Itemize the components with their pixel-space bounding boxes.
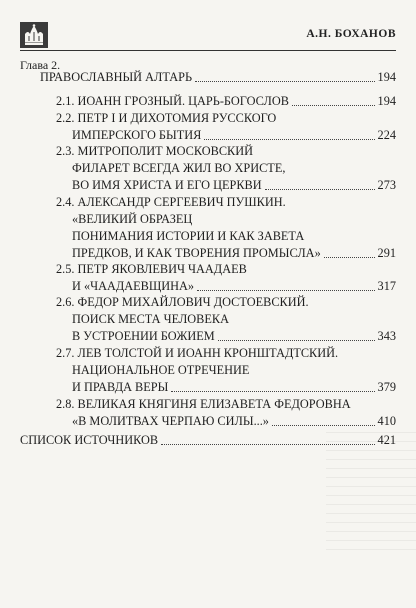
header-rule: [20, 50, 396, 51]
toc-entry-title-line: 2.3. МИТРОПОЛИТ МОСКОВСКИЙ: [56, 144, 253, 158]
toc-entry-title-line: 2.7. ЛЕВ ТОЛСТОЙ И ИОАНН КРОНШТАДТСКИЙ.: [56, 346, 339, 360]
toc-entry-title-line: «ВЕЛИКИЙ ОБРАЗЕЦ: [72, 212, 193, 226]
dot-leader: [272, 425, 375, 426]
toc-entry: [56, 345, 396, 396]
toc-entry: [56, 93, 396, 110]
toc-page-number: 410: [377, 414, 396, 428]
toc-entry-title-line: ПОИСК МЕСТА ЧЕЛОВЕКА: [72, 312, 229, 326]
toc-page-number: 291: [377, 246, 396, 260]
toc-entry: [40, 69, 396, 86]
toc-page-number: 224: [377, 128, 396, 142]
toc-entry-title-line: ПРЕДКОВ, И КАК ТВОРЕНИЯ ПРОМЫСЛА»: [72, 246, 321, 260]
toc-entry-title-line: ПОНИМАНИЯ ИСТОРИИ И КАК ЗАВЕТА: [72, 229, 305, 243]
author-name: А.Н. БОХАНОВ: [306, 28, 396, 40]
toc-entry-title-line: НАЦИОНАЛЬНОЕ ОТРЕЧЕНИЕ: [72, 363, 250, 377]
toc-entry-title-line: ПРАВОСЛАВНЫЙ АЛТАРЬ: [40, 70, 193, 84]
toc-entry-title-line: СПИСОК ИСТОЧНИКОВ: [20, 433, 159, 447]
toc-entry-title-line: 2.5. ПЕТР ЯКОВЛЕВИЧ ЧААДАЕВ: [56, 262, 247, 276]
toc-entry-title-line: И ПРАВДА ВЕРЫ: [72, 380, 169, 394]
toc-page-number: 194: [377, 70, 396, 84]
crown-icon: [20, 22, 48, 48]
dot-leader: [265, 189, 375, 190]
toc-entry: [56, 110, 396, 144]
toc-entry-title-line: И «ЧААДАЕВЩИНА»: [72, 279, 195, 293]
toc-entry: [56, 143, 396, 194]
toc-entry: [56, 396, 396, 430]
toc-entry-title-line: 2.4. АЛЕКСАНДР СЕРГЕЕВИЧ ПУШКИН.: [56, 195, 286, 209]
dot-leader: [195, 81, 375, 82]
toc-entry: [56, 294, 396, 345]
toc-page-number: 421: [377, 433, 396, 447]
toc-entry-title-line: 2.1. ИОАНН ГРОЗНЫЙ. ЦАРЬ-БОГОСЛОВ: [56, 94, 289, 108]
dot-leader: [204, 139, 374, 140]
toc-entry: [56, 261, 396, 295]
toc-entry-title-line: 2.8. ВЕЛИКАЯ КНЯГИНЯ ЕЛИЗАВЕТА ФЕДОРОВНА: [56, 397, 351, 411]
toc-entry-title-line: ИМПЕРСКОГО БЫТИЯ: [72, 128, 202, 142]
toc-page-number: 273: [377, 178, 396, 192]
dot-leader: [218, 340, 375, 341]
toc-entry-title-line: 2.2. ПЕТР I И ДИХОТОМИЯ РУССКОГО: [56, 111, 277, 125]
toc-page-number: 194: [377, 94, 396, 108]
toc-entry: [56, 194, 396, 262]
chapter-label: Глава 2.: [20, 58, 61, 72]
toc-entry-title-line: ВО ИМЯ ХРИСТА И ЕГО ЦЕРКВИ: [72, 178, 262, 192]
toc-entry-title-line: 2.6. ФЕДОР МИХАЙЛОВИЧ ДОСТОЕВСКИЙ.: [56, 295, 309, 309]
bleed-through-shadow: [326, 430, 416, 550]
dot-leader: [324, 257, 375, 258]
toc-page-number: 379: [377, 380, 396, 394]
toc-entry-title-line: В УСТРОЕНИИ БОЖИЕМ: [72, 329, 215, 343]
toc-entry-title-line: «В МОЛИТВАХ ЧЕРПАЮ СИЛЫ...»: [72, 414, 269, 428]
toc-page-number: 343: [377, 329, 396, 343]
dot-leader: [197, 290, 375, 291]
dot-leader: [171, 391, 374, 392]
running-header: [20, 22, 396, 48]
dot-leader: [292, 105, 375, 106]
toc-page-number: 317: [377, 279, 396, 293]
toc-entry-title-line: ФИЛАРЕТ ВСЕГДА ЖИЛ ВО ХРИСТЕ,: [72, 161, 286, 175]
